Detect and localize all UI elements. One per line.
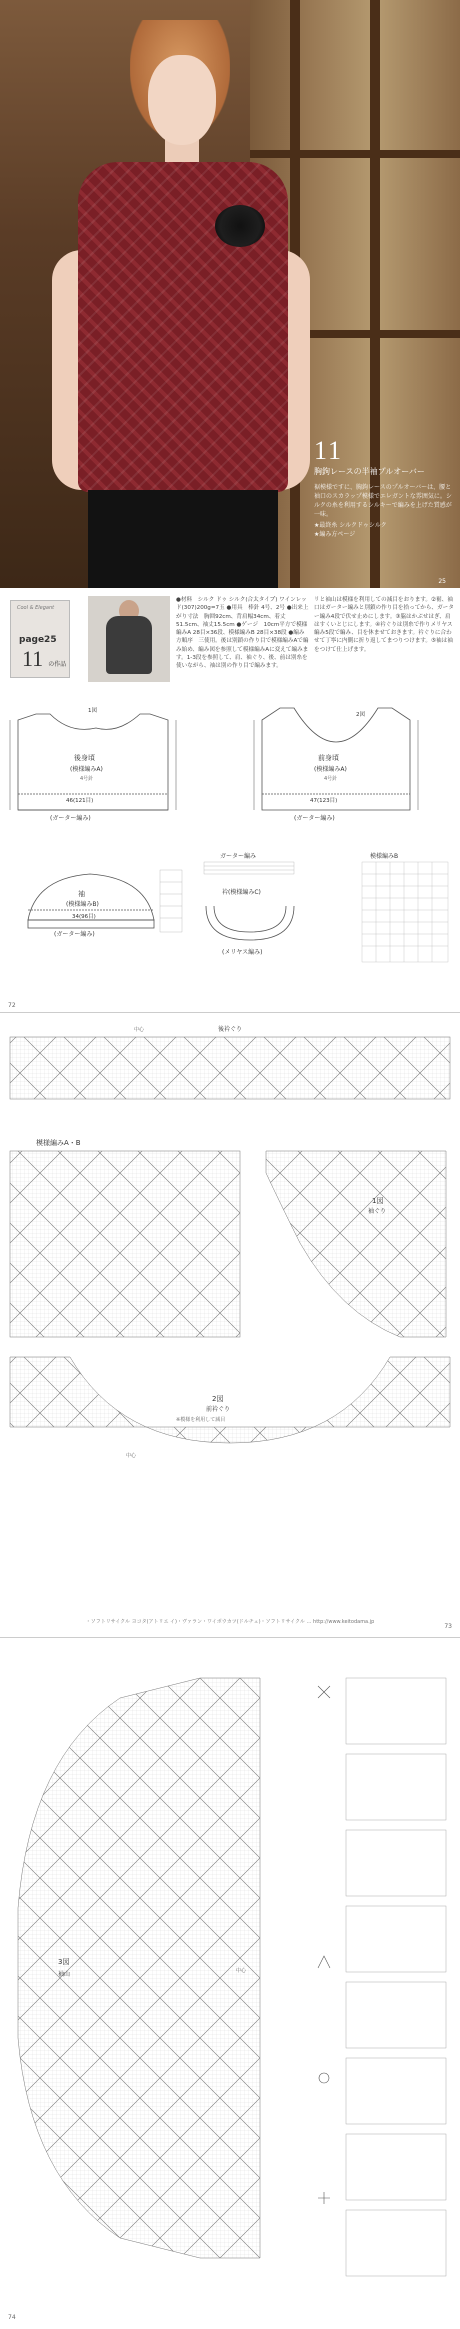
pattern-b-chart <box>362 862 448 962</box>
sleeve-size: 34(96目) <box>72 914 96 920</box>
black-skirt <box>88 490 278 588</box>
front-size-label: 47(123目) <box>310 798 338 804</box>
item-description: 裾模様ですに、胸鉤レースのプルオーバーは、腰と袖口のスカラップ模様でエレガントな雰囲気に。シルクの糸を利用するシルキーで編みを上げた質感が一味。 <box>314 484 452 518</box>
stitch-symbols <box>318 1686 330 2204</box>
fig3-sublabel: 袖山 <box>58 1971 71 1978</box>
page-number: 72 <box>8 1002 16 1009</box>
fig2-note: ※模様を利用して減目 <box>176 1417 226 1423</box>
chart-page-73 <box>0 1013 460 1638</box>
front-body-label: 前身頃 <box>318 754 339 762</box>
instructions-column-2: リと袖山は模様を利用しての減目をおります。②裾、袖口はガーター編みと別鎖の作り目を拾ってから、ガーター編み4段で伏せ止めにします。③脇はかぶせはぎ、肩はすくいとじにします。④衿ぐりは別糸で作りメリヤス編み5段で編み、目を休ませておきます。衿ぐりに合わせて丁寧に内側に折り返してまつりつけます。⑤袖は袖をつけて仕上げます。 <box>314 597 454 653</box>
front-neck-chart <box>10 1357 450 1443</box>
model-photo <box>0 0 460 588</box>
fig3-label: 3図 <box>58 1958 70 1966</box>
fig2-sublabel: 前衿ぐり <box>206 1406 231 1413</box>
pattern-ab-title: 模様編みA・B <box>36 1139 81 1147</box>
item-title: 胸鉤レースの半袖プルオーバー <box>314 467 425 476</box>
front-needle-note: 4号針 <box>324 776 338 782</box>
knitting-charts-73 <box>0 1013 460 1638</box>
fig1-label: 1図 <box>372 1197 384 1205</box>
instructions-column-1: ●材料 シルク ドゥ シルク(合太タイプ) ワインレッド(307)200g=7玉 ●用具 棒針 4号、2号 ●出来上がり寸法 胸囲92cm、背肩幅34cm、着丈51.5cm、袖丈15.5cm ●ゲージ 10cm平方で模様編みA 28目×36段、模様編みB 28目×38段 ●編み方順序 三使用。後は別鎖の作り目で模様編みAで編み始め、編み図を参照して模様編みAに変えて編みます。1-3段を参照して、肩、袖ぐり、後、前は別糸を使いながら、袖は別の作り目で編みます。 <box>176 597 309 670</box>
window-frame <box>250 150 460 158</box>
chart-page-74 <box>0 1638 460 2329</box>
sleeve-edge-chart <box>160 870 182 932</box>
back-body-label: 後身頃 <box>74 754 95 762</box>
back-garter-label: (ガーター編み) <box>50 815 91 822</box>
page-number: 73 <box>444 1623 452 1630</box>
flower-corsage <box>215 205 265 247</box>
back-size-label: 46(121目) <box>66 798 94 804</box>
back-neck-label: 後衿ぐり <box>218 1026 243 1033</box>
schematic-diagrams <box>0 588 460 1013</box>
pattern-b-title: 模様編みB <box>370 853 399 860</box>
item-number: 11 <box>22 646 44 671</box>
photo-caption <box>314 436 454 585</box>
back-sheet-label: 1図 <box>88 708 97 714</box>
back-neck-chart <box>10 1037 450 1099</box>
item-number: 11 <box>314 436 344 465</box>
fig1-sublabel: 袖ぐり <box>368 1208 387 1215</box>
yarn-note: ★最終糸 シルクドゥシルク <box>314 522 387 529</box>
front-center-label: 中心 <box>126 1453 137 1459</box>
stitch-guide-column <box>346 1678 446 2276</box>
collar-label: 衿(模様編みC) <box>222 889 261 896</box>
instruction-page-72 <box>0 588 460 1013</box>
model-face <box>148 55 216 145</box>
sleeve-garter-label: (ガーター編み) <box>54 931 95 938</box>
knitting-charts-74 <box>0 1638 460 2329</box>
sleeve-label: 袖 <box>78 890 85 898</box>
center-label: 中心 <box>134 1027 145 1033</box>
sleeve-center-label: 中心 <box>236 1968 247 1974</box>
sleeve-pattern: (模様編みB) <box>66 901 99 908</box>
fig2-label: 2図 <box>212 1395 224 1403</box>
pattern-ab-chart <box>10 1151 240 1337</box>
method-note: ★編み方ページ <box>314 531 356 538</box>
garter-chart-title: ガーター編み <box>220 853 257 860</box>
sleeve-cap-chart <box>18 1678 260 2258</box>
collar-schematic <box>206 906 294 940</box>
page-reference: page25 <box>19 635 57 645</box>
back-needle-note: 4号針 <box>80 776 94 782</box>
back-body-pattern: (模様編みA) <box>70 766 103 773</box>
front-body-pattern: (模様編みA) <box>314 766 347 773</box>
page-footer: ・ソフトリサイクル ヨコタ(アトリエ イ)・ヴァラン・ワイボウカツ(ドルチェ)・ソフトリサイクル … http://www.keitodama.jp <box>85 1619 375 1625</box>
front-garter-label: (ガーター編み) <box>294 815 335 822</box>
item-label: の作品 <box>48 661 67 668</box>
back-body-schematic <box>10 714 176 810</box>
collar-stitch-label: (メリヤス編み) <box>222 949 263 956</box>
brand-label: Cool & Elegant <box>17 605 55 611</box>
armhole-chart <box>266 1151 446 1337</box>
page-marker: 25 <box>438 578 446 585</box>
front-sheet-label: 2図 <box>356 712 365 718</box>
garter-chart-grid <box>204 862 294 874</box>
page-number: 74 <box>8 2314 16 2321</box>
